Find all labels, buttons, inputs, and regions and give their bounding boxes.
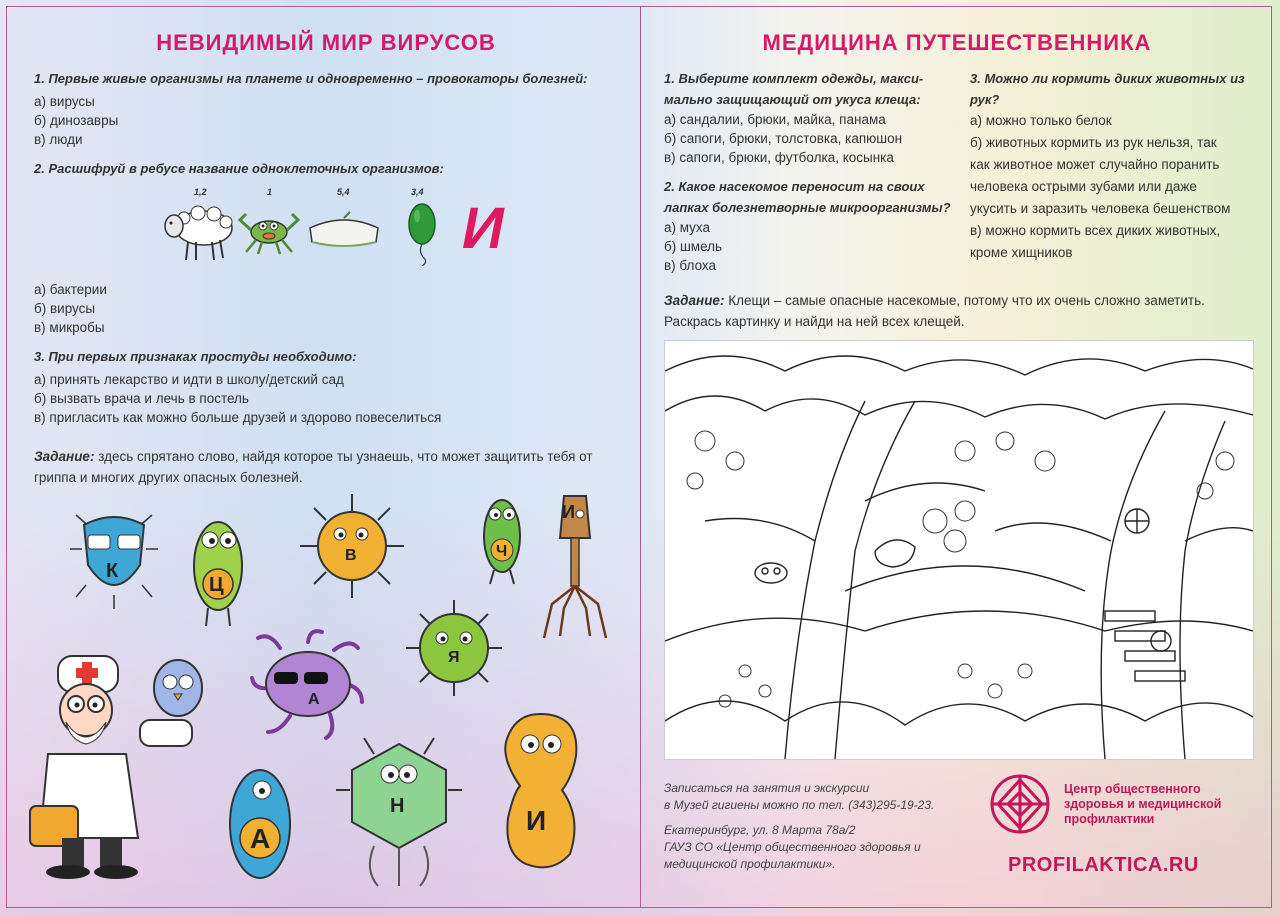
left-q3-question: 3. При первых признаках простуды необходимо: bbox=[34, 349, 357, 364]
left-q1-option: в) люди bbox=[34, 132, 83, 147]
right-q3-option: а) можно только белок bbox=[970, 113, 1112, 128]
virus-letter: А bbox=[250, 823, 271, 854]
left-q1-question: 1. Первые живые организмы на планете и одновременно – провокаторы болезней: bbox=[34, 71, 588, 86]
footer-line: медицинской профилактики». bbox=[664, 857, 836, 871]
footer-line: Екатеринбург, ул. 8 Марта 78а/2 bbox=[664, 823, 856, 837]
left-q2-option: б) вирусы bbox=[34, 301, 96, 316]
rebus-number: 1,2 bbox=[194, 187, 207, 197]
left-task bbox=[34, 446, 634, 488]
right-q1-line: 1. Выберите комплект одежды, макси- bbox=[664, 71, 924, 86]
right-q3-option: кроме хищников bbox=[970, 245, 1073, 260]
left-q3-option: б) вызвать врача и лечь в постель bbox=[34, 391, 249, 406]
virus-letter: И bbox=[526, 805, 547, 836]
left-q1-option: б) динозавры bbox=[34, 113, 119, 128]
right-q3-line: рук? bbox=[970, 92, 1000, 107]
right-q2-option: а) муха bbox=[664, 220, 711, 235]
left-q2-question: 2. Расшифруй в ребусе название одноклеточных организмов: bbox=[34, 161, 444, 176]
left-q3-options bbox=[34, 370, 441, 427]
virus-ts-small bbox=[188, 510, 248, 632]
right-q3-option: человека острыми зубами или даже bbox=[970, 179, 1197, 194]
right-q2-line: 2. Какое насекомое переносит на своих bbox=[664, 179, 925, 194]
virus-ya bbox=[404, 598, 504, 698]
right-q1-option: в) сапоги, брюки, футболка, косынка bbox=[664, 150, 894, 165]
rebus-number: 3,4 bbox=[411, 187, 424, 197]
left-title: НЕВИДИМЫЙ МИР ВИРУСОВ bbox=[156, 30, 496, 55]
right-q3-options bbox=[970, 110, 1230, 264]
rebus-number: 1 bbox=[267, 187, 273, 197]
right-q2-line: лапках болезнетворные микроорганизмы? bbox=[664, 200, 951, 215]
right-q3-option: в) можно кормить всех диких животных, bbox=[970, 223, 1221, 238]
right-q1-options bbox=[664, 110, 902, 167]
left-q3-option: в) пригласить как можно больше друзей и здорово повеселиться bbox=[34, 410, 442, 425]
org-name-line: Центр общественного bbox=[1064, 782, 1201, 796]
footer-line: в Музей гигиены можно по тел. (343)295-19-23. bbox=[664, 798, 935, 812]
right-title: МЕДИЦИНА ПУТЕШЕСТВЕННИКА bbox=[762, 30, 1152, 55]
left-q2-option: в) микробы bbox=[34, 320, 105, 335]
right-task-text: Клещи – самые опасные насекомые, потому что их очень сложно заметить. bbox=[724, 293, 1205, 308]
coloring-picture bbox=[664, 340, 1254, 760]
website-link[interactable]: PROFILAKTICA.RU bbox=[1008, 854, 1199, 876]
right-q3-question bbox=[970, 68, 1245, 110]
virus-letter: К bbox=[106, 560, 119, 582]
virus-letter: А bbox=[308, 691, 320, 708]
virus-letter: Ц bbox=[209, 574, 224, 596]
right-q1-question bbox=[664, 68, 923, 110]
footer-line: ГАУЗ СО «Центр общественного здоровья и bbox=[664, 840, 921, 854]
right-q2-options bbox=[664, 218, 722, 275]
left-q3-option: а) принять лекарство и идти в школу/детский сад bbox=[34, 372, 344, 387]
org-logo-icon bbox=[988, 772, 1052, 836]
sheep-picture bbox=[160, 200, 240, 268]
left-q2-option: а) бактерии bbox=[34, 282, 107, 297]
forest-line-art bbox=[665, 341, 1253, 759]
virus-letter: Н bbox=[390, 795, 405, 817]
footer-line: Записаться на занятия и экскурсии bbox=[664, 781, 870, 795]
right-q3-option: укусить и заразить человека бешенством bbox=[970, 201, 1231, 216]
left-task-text: здесь спрятано слово, найдя которое ты узнаешь, что может защитить тебя от bbox=[94, 449, 593, 464]
right-q1-option: б) сапоги, брюки, толстовка, капюшон bbox=[664, 131, 903, 146]
left-task-text-2: гриппа и многих других опасных болезней. bbox=[34, 470, 303, 485]
virus-a-tentacles bbox=[250, 628, 366, 740]
org-name bbox=[1064, 782, 1221, 827]
virus-letter: Ч bbox=[496, 543, 508, 560]
org-name-line: профилактики bbox=[1064, 812, 1155, 826]
virus-n bbox=[334, 730, 464, 890]
right-q2-question bbox=[664, 176, 951, 218]
right-task-text-2: Раскрась картинку и найди на ней всех клещей. bbox=[664, 314, 965, 329]
right-q3-option: как животное может случайно поранить bbox=[970, 157, 1220, 172]
footer-info bbox=[664, 780, 934, 873]
left-q1-option: а) вирусы bbox=[34, 94, 95, 109]
left-q2-options bbox=[34, 280, 107, 337]
right-task-label: Задание: bbox=[664, 293, 725, 308]
virus-phage bbox=[538, 492, 612, 642]
virus-i bbox=[496, 708, 584, 878]
crab-picture bbox=[236, 202, 302, 258]
balloon-picture bbox=[402, 200, 442, 266]
doctor-illustration bbox=[22, 648, 218, 882]
virus-v bbox=[298, 492, 406, 600]
right-q2-option: б) шмель bbox=[664, 239, 723, 254]
virus-letter: И bbox=[562, 502, 575, 522]
left-task-label: Задание: bbox=[34, 449, 95, 464]
page-divider bbox=[640, 6, 641, 908]
left-q1-options bbox=[34, 92, 118, 149]
right-q2-option: в) блоха bbox=[664, 258, 717, 273]
rebus-number: 5,4 bbox=[337, 187, 350, 197]
beret-picture bbox=[304, 210, 384, 252]
virus-letter: В bbox=[345, 547, 357, 564]
rebus-letter: И bbox=[462, 196, 504, 261]
virus-a-big bbox=[222, 762, 298, 888]
org-name-line: здоровья и медицинской bbox=[1064, 797, 1222, 811]
right-q1-option: а) сандалии, брюки, майка, панама bbox=[664, 112, 886, 127]
right-task bbox=[664, 290, 1264, 332]
virus-k bbox=[66, 505, 162, 613]
virus-ch bbox=[480, 492, 524, 588]
virus-letter: Я bbox=[448, 649, 460, 666]
right-q3-option: б) животных кормить из рук нельзя, так bbox=[970, 135, 1217, 150]
right-q3-line: 3. Можно ли кормить диких животных из bbox=[970, 71, 1245, 86]
right-q1-line: мально защищающий от укуса клеща: bbox=[664, 92, 921, 107]
